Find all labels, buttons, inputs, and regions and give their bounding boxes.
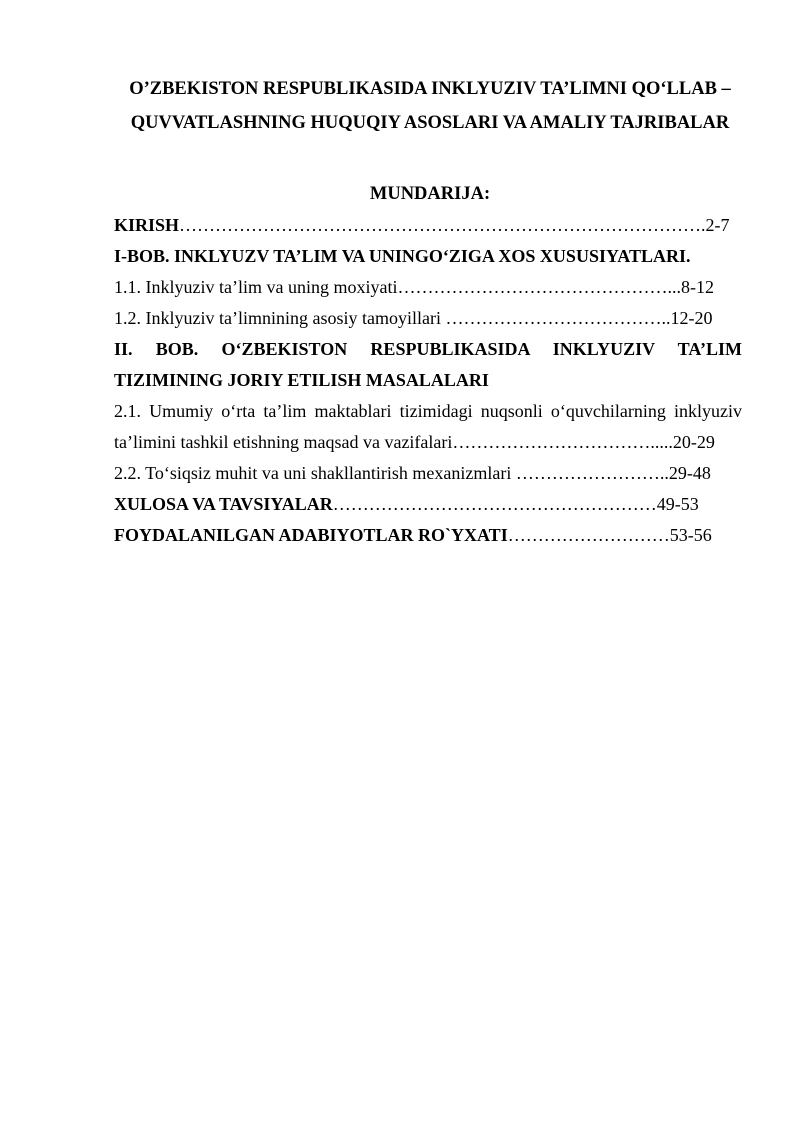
toc-page-range: 29-48: [668, 463, 711, 483]
title-line-2: QUVVATLASHNING HUQUQIY ASOSLARI VA AMALIY TAJRIBALAR: [130, 113, 730, 133]
toc-page-range: 49-53: [656, 494, 699, 514]
toc-label: KIRISH: [114, 215, 180, 235]
toc-label: FOYDALANILGAN ADABIYOTLAR RO`YXATI: [114, 525, 508, 545]
toc-label: XULOSA VA TAVSIYALAR: [114, 494, 333, 514]
toc-entry-kirish: [114, 210, 742, 241]
toc-leader: ………………………………………………: [332, 494, 657, 514]
toc-entry-1-1: [114, 272, 742, 303]
toc-entry-adabiyotlar: [114, 520, 742, 551]
toc-entry-1-2: [114, 303, 742, 334]
toc-leader: ……………………..: [515, 463, 669, 483]
toc-page-range: 53-56: [669, 525, 712, 545]
toc-entry-2-1-line-1: 2.1. Umumiy o‘rta ta’lim maktablari tizimidagi nuqsonli o‘quvchilarning inklyuziv: [114, 401, 742, 421]
title-line-1: O’ZBEKISTON RESPUBLIKASIDA INKLYUZIV TA’LIMNI QO‘LLAB –: [129, 79, 731, 99]
toc-page-range: 20-29: [672, 432, 715, 452]
toc-label: ta’limini tashkil etishning maqsad va vazifalari: [114, 432, 453, 452]
document-title: [110, 72, 750, 140]
toc-leader: …………………………………………………………………………….: [179, 215, 706, 235]
toc-label: 1.2. Inklyuziv ta’limnining asosiy tamoyillari: [114, 308, 446, 328]
toc-label: 1.1. Inklyuziv ta’lim va uning moxiyati: [114, 277, 398, 297]
toc-page-range: 8-12: [680, 277, 714, 297]
toc-chapter-2-line-2: TIZIMINING JORIY ETILISH MASALALARI: [114, 370, 489, 390]
toc-leader: ………………………………..: [445, 308, 671, 328]
toc-page-range: 12-20: [670, 308, 713, 328]
toc-heading: MUNDARIJA:: [369, 184, 491, 204]
toc-entry-2-1: [114, 427, 742, 458]
toc-chapter-1: I-BOB. INKLYUZV TA’LIM VA UNINGO‘ZIGA XOS XUSUSIYATLARI.: [114, 246, 691, 266]
toc-entry-xulosa: [114, 489, 742, 520]
toc-chapter-2-line-1: II. BOB. O‘ZBEKISTON RESPUBLIKASIDA INKLYUZIV TA’LIM: [114, 339, 742, 359]
toc-leader: …………………………….....: [452, 432, 673, 452]
toc-leader: ………………………: [507, 525, 670, 545]
toc-leader: ………………………………………...: [397, 277, 681, 297]
toc-page-range: 2-7: [705, 215, 730, 235]
toc-label: 2.2. To‘siqsiz muhit va uni shakllantirish mexanizmlari: [114, 463, 516, 483]
toc-entry-2-2: [114, 458, 742, 489]
table-of-contents: [114, 210, 742, 551]
